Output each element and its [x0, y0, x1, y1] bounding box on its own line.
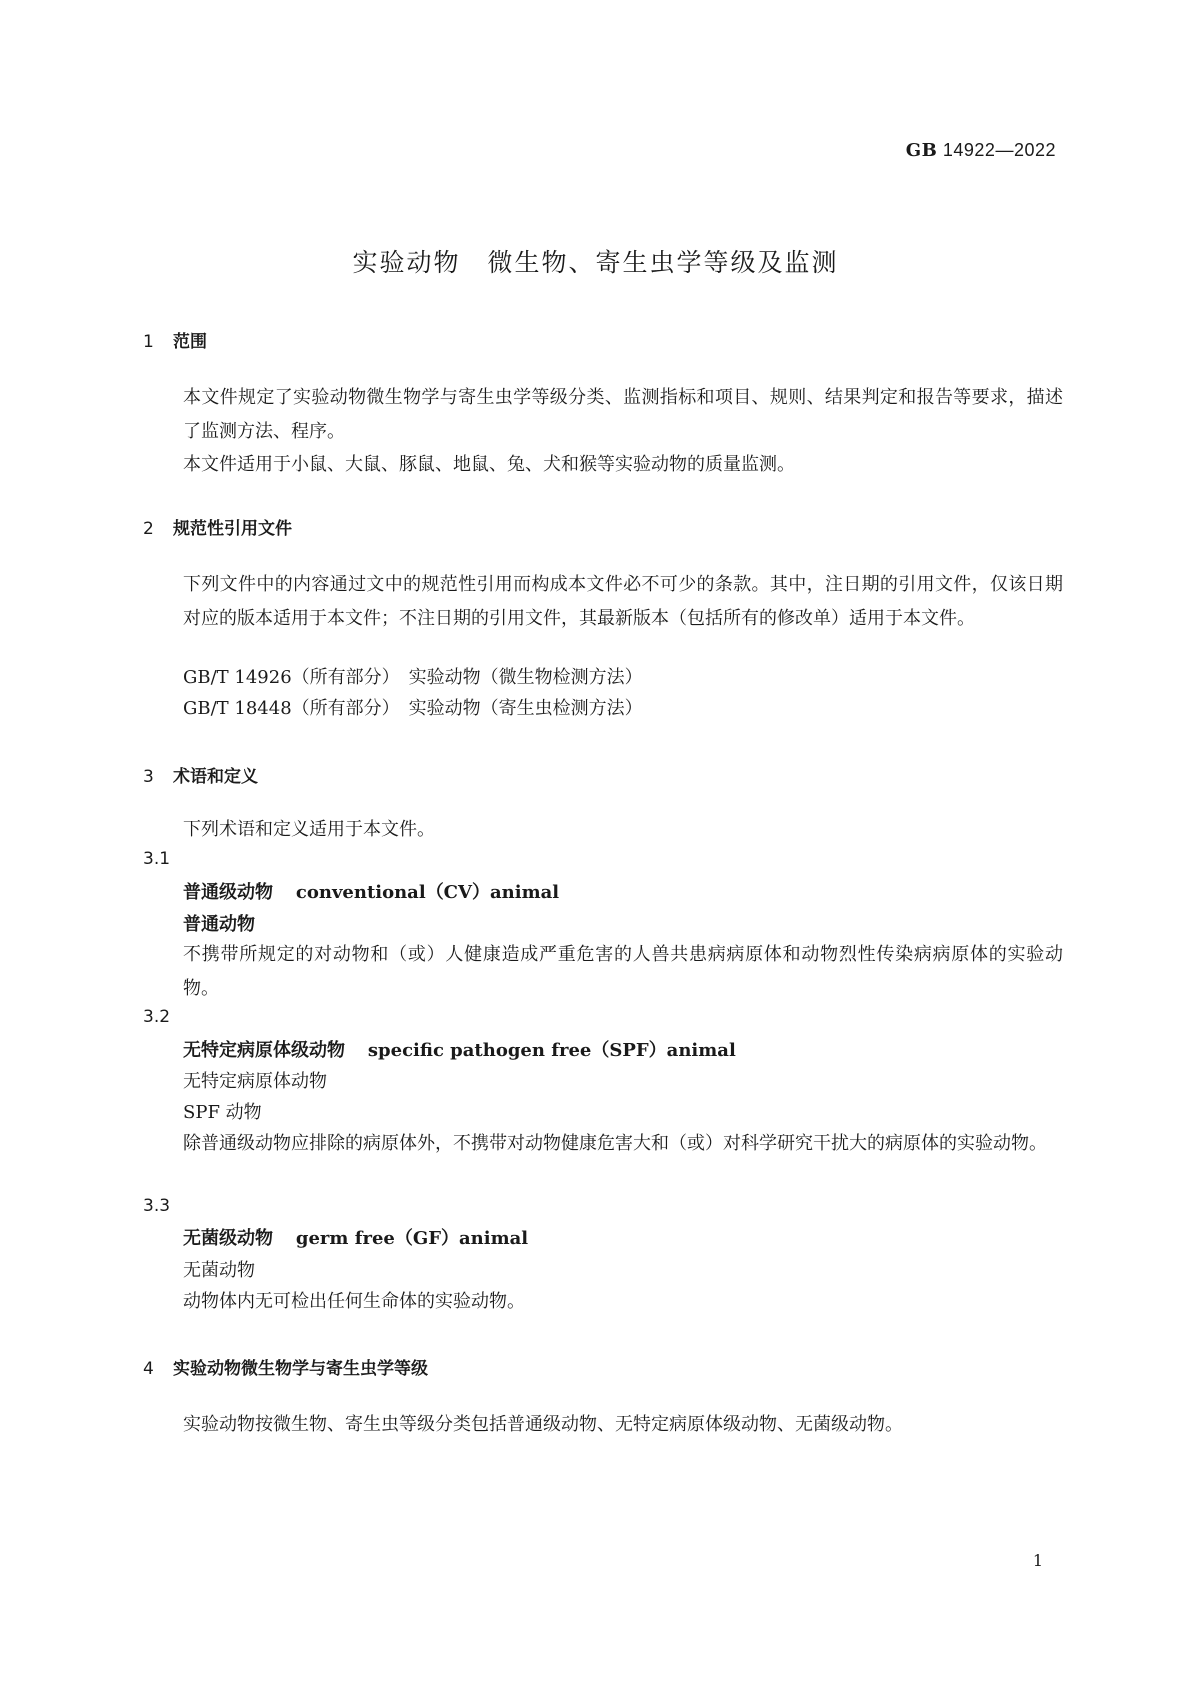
term-3-2-heading: [183, 1039, 736, 1063]
section-2-paragraph-1: 下列文件中的内容通过文中的规范性引用而构成本文件必不可少的条款。其中，注日期的引用文件，仅该日期对应的版本适用于本文件；不注日期的引用文件，其最新版本（包括所有的修改单）适用于本文件。: [183, 574, 1063, 629]
section-title: 实验动物微生物学与寄生虫学等级: [173, 1359, 428, 1379]
term-3-1-definition: 不携带所规定的对动物和（或）人健康造成严重危害的人兽共患病病原体和动物烈性传染病病原体的实验动物。: [183, 944, 1063, 999]
page-number: 1: [1032, 1551, 1043, 1570]
section-3-heading: [143, 762, 258, 787]
term-3-3-synonym: 无菌动物: [183, 1260, 255, 1281]
section-1-heading: [143, 327, 207, 352]
term-number-3-1: 3.1: [143, 849, 171, 869]
section-1-paragraph-2: 本文件适用于小鼠、大鼠、豚鼠、地鼠、兔、犬和猴等实验动物的质量监测。: [183, 454, 795, 475]
section-title: 范围: [173, 332, 207, 352]
section-title: 术语和定义: [173, 767, 258, 787]
term-chinese: 普通级动物: [183, 882, 273, 903]
document-title: 实验动物 微生物、寄生虫学等级及监测: [352, 248, 839, 277]
term-english: germ free（GF）animal: [295, 1228, 529, 1249]
term-3-2-synonym-2: SPF 动物: [183, 1102, 262, 1123]
term-number-3-2: 3.2: [143, 1007, 171, 1027]
section-number: 1: [143, 332, 154, 352]
term-3-1-heading: [183, 881, 559, 905]
term-number-3-3: 3.3: [143, 1196, 171, 1216]
reference-gbt-18448: GB/T 18448（所有部分） 实验动物（寄生虫检测方法）: [183, 698, 643, 719]
section-title: 规范性引用文件: [173, 519, 292, 539]
section-2-heading: [143, 514, 292, 539]
section-number: 4: [143, 1359, 154, 1379]
section-number: 3: [143, 767, 154, 787]
term-3-3-heading: [183, 1227, 528, 1251]
term-chinese: 无特定病原体级动物: [183, 1040, 345, 1061]
section-3-intro: 下列术语和定义适用于本文件。: [183, 819, 435, 840]
standard-code: [906, 140, 1056, 161]
term-english: specific pathogen free（SPF）animal: [367, 1040, 736, 1061]
term-3-1-synonym: 普通动物: [183, 914, 255, 935]
term-3-3-definition: 动物体内无可检出任何生命体的实验动物。: [183, 1291, 525, 1312]
standard-code-prefix: GB: [905, 140, 938, 161]
term-3-2-definition: 除普通级动物应排除的病原体外，不携带对动物健康危害大和（或）对科学研究干扰大的病原体的实验动物。: [183, 1133, 1047, 1154]
section-4-paragraph-1: 实验动物按微生物、寄生虫等级分类包括普通级动物、无特定病原体级动物、无菌级动物。: [183, 1414, 903, 1435]
term-english: conventional（CV）animal: [295, 882, 560, 903]
standard-code-number: 14922—2022: [942, 140, 1056, 160]
term-chinese: 无菌级动物: [183, 1228, 273, 1249]
section-1-paragraph-1: 本文件规定了实验动物微生物学与寄生虫学等级分类、监测指标和项目、规则、结果判定和报告等要求，描述了监测方法、程序。: [183, 387, 1063, 442]
section-number: 2: [143, 519, 154, 539]
reference-gbt-14926: GB/T 14926（所有部分） 实验动物（微生物检测方法）: [183, 667, 643, 688]
section-4-heading: [143, 1354, 428, 1379]
term-3-2-synonym-1: 无特定病原体动物: [183, 1071, 327, 1092]
